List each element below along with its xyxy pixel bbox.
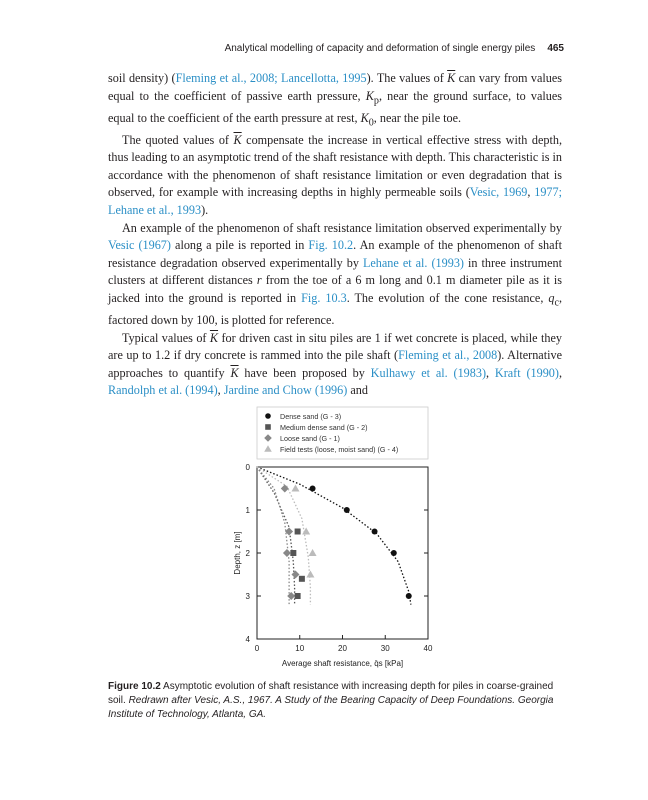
page-number: 465 [547, 42, 564, 54]
x-tick-label: 30 [380, 644, 390, 653]
qc-symbol: q [548, 291, 555, 305]
paragraph-3 [108, 220, 562, 330]
qc-subscript: c [554, 297, 559, 309]
running-title: Analytical modelling of capacity and deformation of single energy piles [224, 42, 536, 54]
page-header [108, 40, 564, 56]
x-tick-label: 10 [295, 644, 305, 653]
y-tick-label: 1 [245, 506, 250, 515]
body-text [108, 70, 562, 400]
data-point [372, 529, 378, 535]
legend-marker [265, 424, 271, 430]
k0-symbol: K [360, 110, 369, 125]
data-point [295, 529, 301, 535]
text-run: and [347, 383, 368, 398]
citation-link[interactable]: Kulhawy et al. (1983) [370, 365, 487, 380]
text-run: have been proposed by [238, 365, 371, 380]
citation-link[interactable]: Kraft (1990) [494, 365, 559, 380]
figure-link[interactable]: Fig. 10.2 [308, 238, 354, 253]
data-point [299, 576, 305, 582]
caption-credit: Redrawn after Vesic, A.S., 1967. A Study of the Bearing Capacity of Deep Foundations. Georgia Institute of Technology, Atlanta, GA. [108, 695, 554, 720]
text-run: along a pile is reported in [170, 238, 309, 253]
data-point [283, 549, 291, 557]
text-run: The quoted values of [122, 132, 234, 147]
citation-link[interactable]: 1977; Lehane et al., 1993 [108, 185, 562, 218]
data-point [344, 507, 350, 513]
k-bar-symbol: $\overline{K}$ [447, 71, 456, 85]
y-tick-label: 0 [245, 463, 250, 472]
paragraph-2 [108, 132, 562, 220]
data-point [281, 485, 289, 493]
kp-subscript: p [373, 95, 379, 107]
citation-link[interactable]: Lehane et al. (1993) [362, 255, 464, 270]
paragraph-4 [108, 330, 562, 400]
x-tick-label: 20 [338, 644, 347, 653]
text-run: , near the pile toe. [373, 110, 462, 125]
text-run: . An example of the phenomenon of shaft resistance degradation observed experimentally by [108, 238, 562, 270]
text-run: An example of the phenomenon of shaft resistance limitation observed experimentally by [122, 220, 562, 235]
text-run: for driven cast in situ piles are 1 if wet concrete is placed, while they are up to 1.2 if dry concrete is rammed into the pile shaft ( [108, 330, 562, 363]
plot-frame [257, 467, 428, 639]
data-point [310, 486, 316, 492]
text-run: . The evolution of the cone resistance, [346, 291, 549, 305]
text-run: ). Alternative approaches to quantify [108, 348, 562, 380]
text-run: from the toe of a 6 m long and 0.1 m diameter pile as it is jacked into the ground is reported in [108, 273, 562, 305]
k-bar-symbol: $\overline{K}$ [233, 132, 242, 147]
y-axis-label: Depth, z [m] [233, 531, 242, 575]
text-run: , near the ground surface, to values equal to the coefficient of the earth pressure at rest, [108, 88, 563, 125]
x-axis-label: Average shaft resistance, q̄s [kPa] [281, 659, 404, 668]
text-run: , [558, 365, 562, 380]
text-run: in three instrument clusters at different distances [108, 255, 562, 288]
y-tick-label: 3 [245, 592, 250, 601]
legend-label: Field tests (loose, moist sand) (G - 4) [280, 445, 399, 454]
text-run: , [486, 365, 495, 380]
k0-subscript: 0 [368, 117, 374, 129]
text-run: soil density) ( [108, 71, 176, 85]
text-run: ). The values of [366, 71, 448, 85]
figure-10-2 [230, 395, 445, 675]
figure-caption [108, 680, 562, 722]
figure-link[interactable]: Fig. 10.3 [301, 291, 347, 305]
data-point [306, 571, 314, 578]
citation-link[interactable]: Fleming et al., 2008 [398, 348, 498, 363]
citation-link[interactable]: Fleming et al., 2008; Lancellotta, 1995 [175, 71, 367, 85]
x-tick-label: 40 [423, 644, 433, 653]
text-run: can vary from values equal to the coefficient of passive earth pressure, [108, 71, 562, 103]
data-point [295, 593, 301, 599]
text-run: Typical values of [122, 330, 210, 345]
y-tick-label: 2 [245, 549, 250, 558]
r-symbol: r [256, 273, 262, 288]
x-tick-label: 0 [254, 644, 260, 653]
trend-curve [257, 467, 411, 605]
legend-label: Medium dense sand (G - 2) [280, 423, 368, 432]
legend-label: Dense sand (G - 3) [280, 412, 342, 421]
kp-symbol: K [365, 88, 374, 103]
text-run: , [527, 185, 535, 200]
text-run: compensate the increase in vertical effective stress with depth, thus leading to an asymptotic trend of the shaft resistance with depth. This characteristic is in accordance with the phenomenon of shaft resistance limitation or even degradation that is observed, for example with increasing depths in highly permeable soils ( [108, 132, 563, 200]
citation-link[interactable]: Vesic (1967) [108, 238, 171, 253]
data-point [391, 550, 397, 556]
caption-label: Figure 10.2 [108, 681, 161, 692]
data-point [291, 485, 299, 492]
data-point [309, 549, 317, 556]
citation-link[interactable]: Vesic, 1969 [469, 185, 528, 200]
citation-link[interactable]: Randolph et al. (1994) [108, 383, 218, 398]
data-point [291, 571, 299, 579]
data-point [290, 550, 296, 556]
paragraph-1 [108, 70, 562, 132]
caption-text: Asymptotic evolution of shaft resistance with increasing depth for piles in coarse-grained soil. [108, 681, 554, 706]
legend-marker [265, 413, 271, 419]
trend-curve [257, 467, 295, 605]
text-run: ). [201, 203, 209, 218]
text-run: , [217, 383, 224, 398]
citation-link[interactable]: Jardine and Chow (1996) [223, 383, 348, 398]
k-bar-symbol: $\overline{K}$ [209, 330, 219, 345]
legend-label: Loose sand (G - 1) [280, 434, 340, 443]
data-point [406, 593, 412, 599]
text-run: , factored down by 100, is plotted for reference. [108, 291, 562, 328]
shaft-resistance-chart [230, 395, 445, 675]
y-tick-label: 4 [245, 635, 250, 644]
k-bar-symbol: $\overline{K}$ [230, 365, 239, 380]
